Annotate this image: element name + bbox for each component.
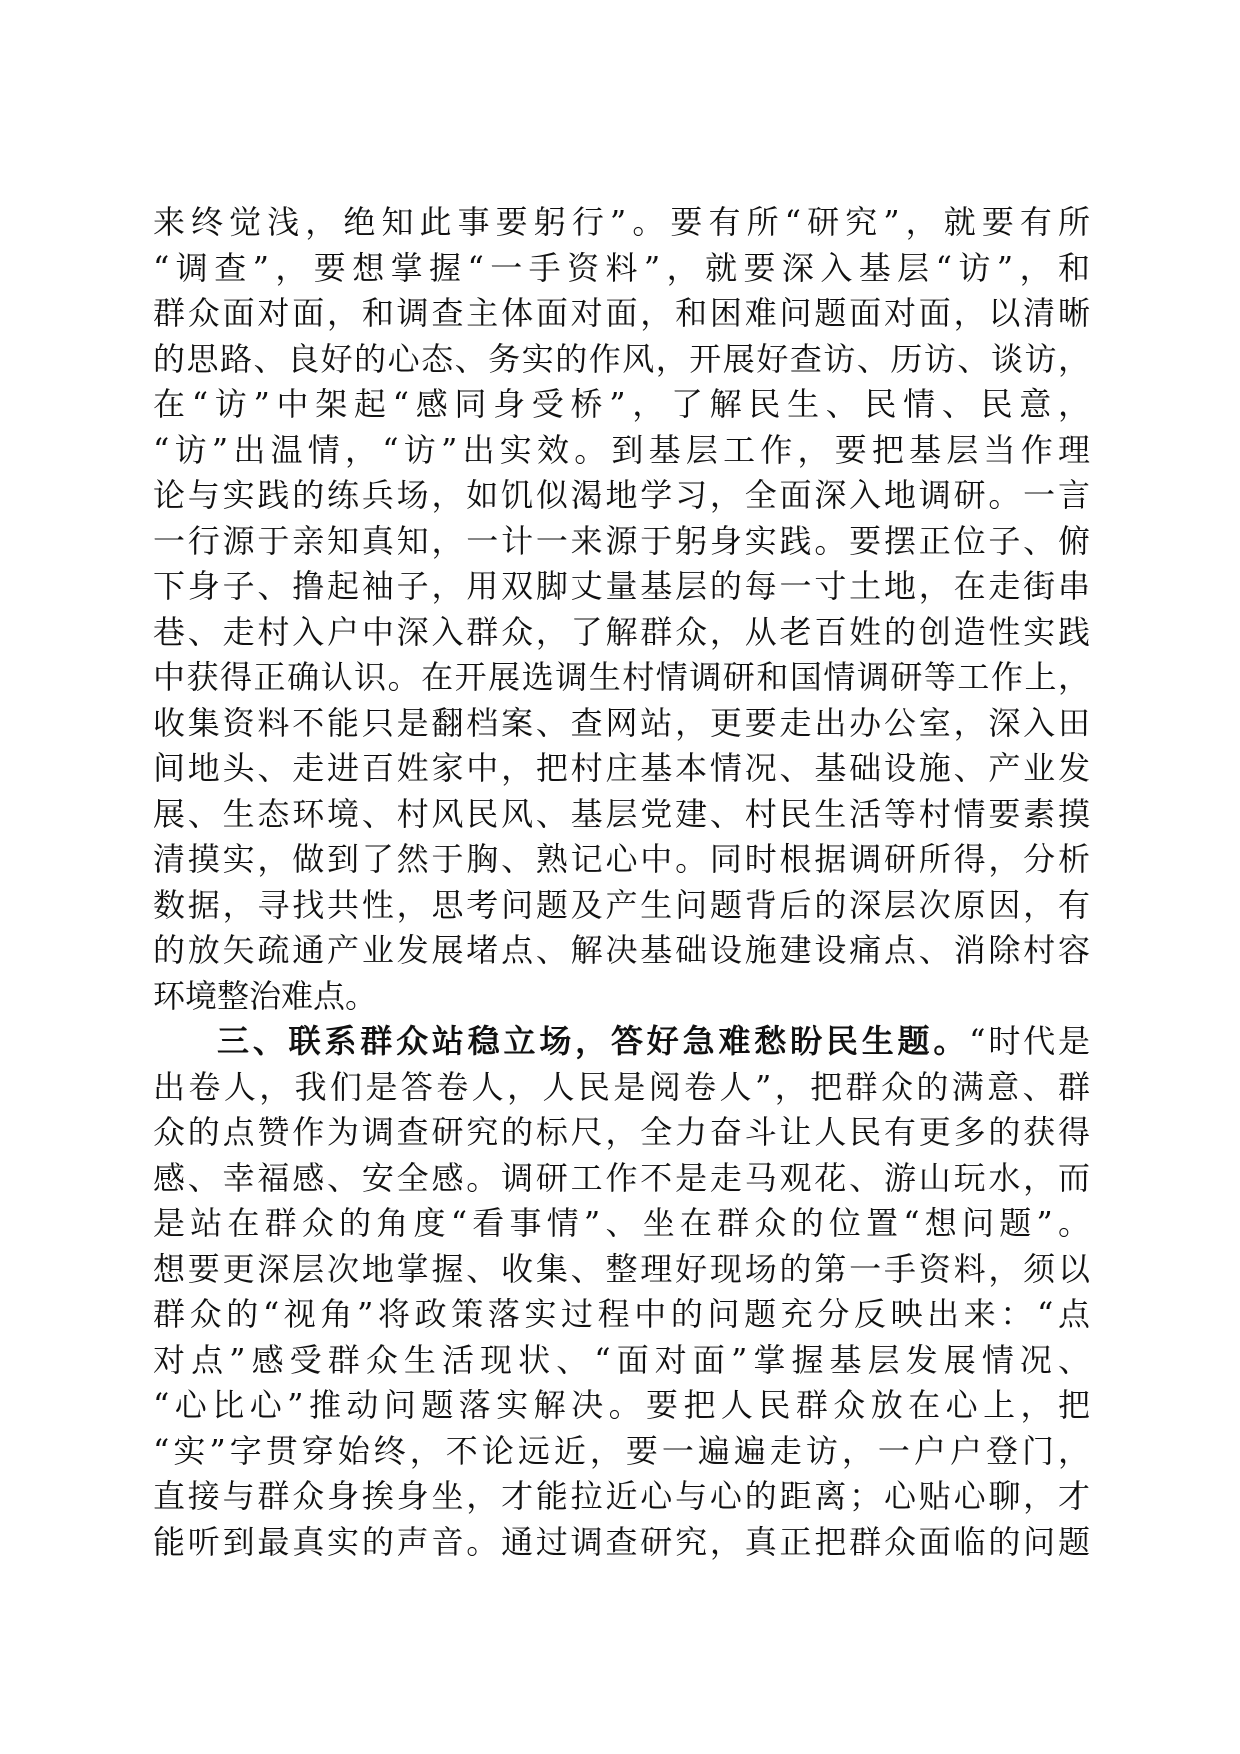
text-line: 众的点赞作为调查研究的标尺，全力奋斗让人民有更多的获得 [153,1113,1090,1151]
text-line: “调查”，要想掌握“一手资料”，就要深入基层“访”，和 [153,248,1090,287]
text-line: 数据，寻找共性，思考问题及产生问题背后的深层次原因，有 [153,885,1090,924]
text-line: 一行源于亲知真知，一计一来源于躬身实践。要摆正位子、俯 [153,521,1090,560]
text-line: 是站在群众的角度“看事情”、坐在群众的位置“想问题”。 [153,1204,1090,1242]
text-line: 清摸实，做到了然于胸、熟记心中。同时根据调研所得，分析 [153,840,1090,878]
section-heading-line [153,1019,1090,1065]
text-line: 的放矢疏通产业发展堵点、解决基础设施建设痛点、消除村容 [153,931,1090,969]
text-line: 收集资料不能只是翻档案、查网站，更要走出办公室，深入田 [153,703,1090,742]
text-line: 在“访”中架起“感同身受桥”，了解民生、民情、民意， [153,385,1090,423]
text-line: 群众面对面，和调查主体面对面，和困难问题面对面，以清晰 [153,294,1090,332]
text-line: 的思路、良好的心态、务实的作风，开展好查访、历访、谈访， [153,339,1090,378]
text-line: 直接与群众身挨身坐，才能拉近心与心的距离；心贴心聊，才 [153,1477,1090,1515]
body-text [153,200,1090,1565]
text-line: “实”字贯穿始终，不论远近，要一遍遍走访，一户户登门， [153,1431,1090,1470]
text-line: “心比心”推动问题落实解决。要把人民群众放在心上，把 [153,1386,1090,1424]
text-line: 对点”感受群众生活现状、“面对面”掌握基层发展情况、 [153,1340,1090,1379]
section-heading-tail: “时代是 [969,1022,1090,1060]
text-line: 巷、走村入户中深入群众，了解群众，从老百姓的创造性实践 [153,612,1090,651]
text-line: 出卷人，我们是答卷人，人民是阅卷人”，把群众的满意、群 [153,1067,1090,1106]
text-line: 群众的“视角”将政策落实过程中的问题充分反映出来：“点 [153,1295,1090,1333]
text-line: 来终觉浅，绝知此事要躬行”。要有所“研究”，就要有所 [153,203,1090,241]
section-heading: 三、联系群众站稳立场，答好急难愁盼民生题。 [217,1022,970,1060]
text-line: 论与实践的练兵场，如饥似渴地学习，全面深入地调研。一言 [153,476,1090,514]
text-line: 中获得正确认识。在开展选调生村情调研和国情调研等工作上， [153,658,1090,696]
text-line: 环境整治难点。 [153,976,378,1015]
text-line: 想要更深层次地掌握、收集、整理好现场的第一手资料，须以 [153,1249,1090,1288]
text-line: 感、幸福感、安全感。调研工作不是走马观花、游山玩水，而 [153,1158,1090,1197]
text-line: 能听到最真实的声音。通过调查研究，真正把群众面临的问题 [153,1522,1090,1561]
text-line: 间地头、走进百姓家中，把村庄基本情况、基础设施、产业发 [153,749,1090,787]
text-line: “访”出温情，“访”出实效。到基层工作，要把基层当作理 [153,430,1090,469]
text-line: 下身子、撸起袖子，用双脚丈量基层的每一寸土地，在走街串 [153,567,1090,605]
text-line: 展、生态环境、村风民风、基层党建、村民生活等村情要素摸 [153,794,1090,833]
